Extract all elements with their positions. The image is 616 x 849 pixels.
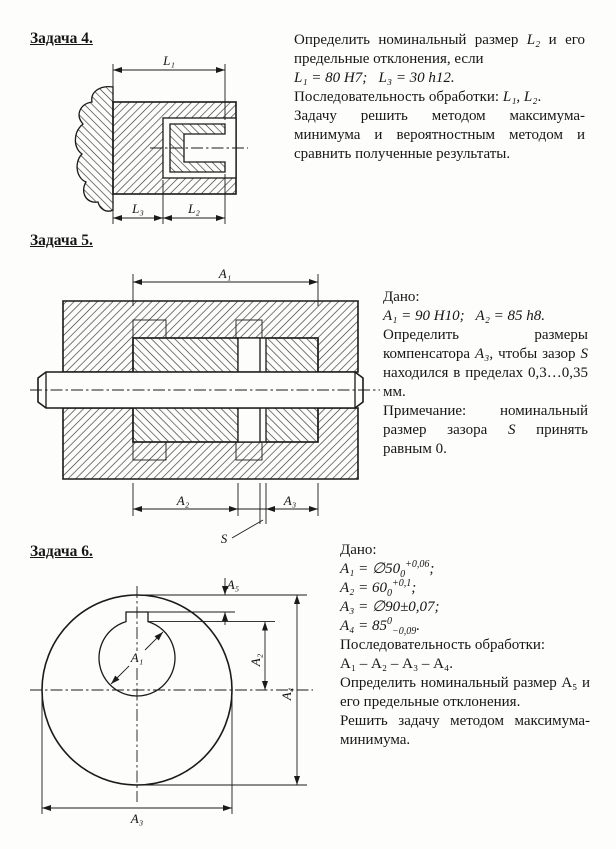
task4-drawing [28,52,268,237]
formula-end: . [416,618,420,634]
task5-paragraph-2 [383,402,588,459]
formula-base: A₂ = 60 [340,580,387,596]
hub-bottom-section [133,408,238,442]
task4-given-line: L₁ = 80 H7; L₃ = 30 h12. [294,70,455,86]
dim-label-A2: A₂ [248,653,263,667]
task4-paragraph-3: Задачу решить методом максимума-минимума и вероятностным методом и сравнить полученные результаты. [294,108,585,162]
text-run: находился в пределах 0,3…0,35 мм. [383,365,588,400]
dim-label-A4: A₄ [279,687,294,701]
task6-given-a3: A₃ = ∅90±0,07; [340,599,440,615]
task6-paragraph-2: Решить задачу методом максимума-минимума. [340,713,590,748]
dim-label-A5: A₅ [226,577,240,592]
spacer-bottom [238,408,260,442]
lower-deviation: −0,09 [392,626,417,637]
task6-given-a2 [340,579,590,598]
compensator-top-section [266,338,318,372]
upper-deviation: +0,06 [405,559,430,570]
task5-given-label: Дано: [383,289,420,305]
task6-sequence-label: Последовательность обработки: [340,637,546,653]
text-run: и его предельные отклонения, если [294,32,586,67]
task5-heading: Задача 5. [30,232,93,249]
text-run-italic: S [580,346,588,362]
task4-text [294,31,585,164]
task6-given-label: Дано: [340,542,377,558]
text-run: Определить номинальный размер [294,32,527,48]
formula-end: ; [411,580,417,596]
upper-deviation: +0,1 [392,578,412,589]
hub-top-section [133,338,238,372]
text-run: Последовательность обработки: [294,89,503,105]
text-run-italic: L₁, L₂ [502,89,538,105]
task6-heading: Задача 6. [30,543,93,560]
text-run-italic: L₂ [526,32,541,48]
text-run-italic: S [507,422,516,438]
dim-label-A2: A₂ [176,493,190,508]
text-run: Определить размеры компенсатора [383,327,588,362]
dim-label-A1: A₁ [218,266,232,281]
dim-label-S: S [220,531,228,546]
text-run: . [537,89,542,105]
text-run: Примечание: номинальный размер зазора [383,403,588,438]
task5-given-line: A₁ = 90 H10; A₂ = 85 h8. [383,308,546,324]
upper-deviation: 0 [387,616,392,627]
dim-label-A3: A₃ [283,493,297,508]
formula-base: A₄ = 85 [340,618,387,634]
text-run: , чтобы зазор [489,346,581,362]
compensator-bottom-section [266,408,318,442]
task6-given-a4 [340,617,590,636]
text-run-italic: A₃ [475,346,490,362]
task4-paragraph-2 [294,88,585,107]
task6-drawing [25,556,335,846]
task5-paragraph-1 [383,326,588,402]
task4-heading: Задача 4. [30,30,93,47]
task6-sequence: А₁ – А₂ – А₃ – А₄. [340,656,453,672]
dim-label-L1: L₁ [163,53,175,68]
dim-label-A3: A₃ [130,811,144,826]
dim-label-L2: L₂ [188,201,200,216]
task5-drawing [28,266,383,550]
formula-base: A₁ = ∅50 [340,561,401,577]
spacer-top [238,338,260,372]
text-run: принять равным 0. [383,422,588,457]
task4-paragraph-1 [294,31,585,69]
task6-given-a1 [340,560,590,579]
task5-text [383,288,588,459]
lower-deviation: 0 [387,588,392,599]
dim-label-L3: L₃ [132,201,144,216]
formula-end: ; [429,561,435,577]
task6-text [340,541,590,750]
task6-paragraph-1: Определить номинальный размер А₅ и его предельные отклонения. [340,675,590,710]
dim-label-A1: A₁ [130,650,144,665]
lower-deviation: 0 [400,569,406,580]
mating-part-section [75,87,113,211]
